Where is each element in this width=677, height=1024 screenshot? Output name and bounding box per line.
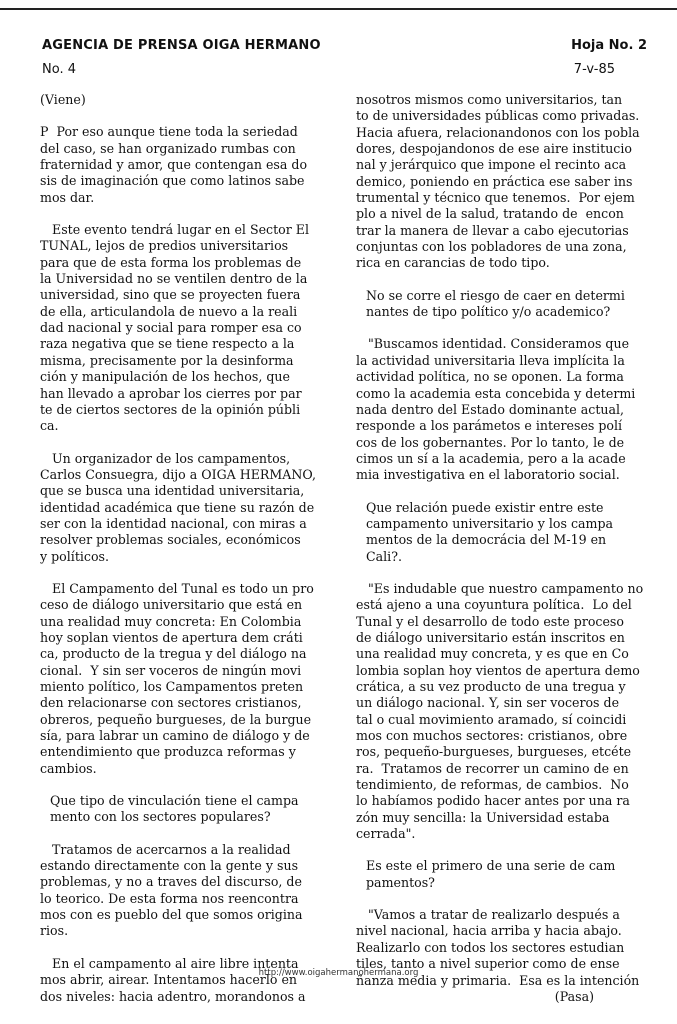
footer-url: http://www.oigahermanohermana.org [258, 968, 419, 978]
paragraph-gap [356, 272, 654, 288]
text-line: nivel nacional, hacia arriba y hacia abajo. [356, 923, 622, 939]
text-line: cos de los gobernantes. Por lo tanto, le de [356, 434, 625, 450]
paragraph [356, 336, 654, 483]
text-line: dos niveles: hacia adentro, morandonos a [40, 988, 306, 1004]
interview-question [356, 858, 654, 891]
text-line: ca, producto de la tregua y del diálogo na [40, 646, 307, 662]
text-line: mento con los sectores populares? [50, 809, 271, 825]
text-line: campamento universitario y los campa [366, 515, 614, 531]
text-line: un diálogo nacional. Y, sin ser voceros de [356, 695, 620, 711]
text-line: plo a nivel de la salud, tratando de encon [356, 206, 624, 222]
paragraph-gap [356, 565, 654, 581]
text-line: responde a los parámetos e intereses polí [356, 418, 623, 434]
paragraph-gap [356, 484, 654, 500]
text-line: la actividad universitaria lleva implícita la [356, 352, 625, 368]
text-line: ción y manipulación de los hechos, que [40, 369, 290, 385]
paragraph [356, 92, 654, 272]
text-line: ra. Tratamos de recorrer un camino de en [356, 760, 629, 776]
text-line: En el campamento al aire libre intenta [40, 955, 299, 971]
text-line: resolver problemas sociales, económicos [40, 532, 301, 548]
text-line: fraternidad y amor, que contengan esa do [40, 157, 308, 173]
text-line: actividad política, no se oponen. La forma [356, 369, 624, 385]
text-line: Este evento tendrá lugar en el Sector El [40, 222, 309, 238]
paragraph [356, 581, 654, 843]
text-line: mos abrir, airear. Intentamos hacerlo en [40, 972, 298, 988]
text-line: No se corre el riesgo de caer en determi [366, 287, 625, 303]
text-line: mos con es pueblo del que somos origina [40, 907, 303, 923]
paragraph-gap [40, 826, 330, 842]
agency-title: AGENCIA DE PRENSA OIGA HERMANO [42, 38, 321, 53]
text-line: "Vamos a tratar de realizarlo después a [356, 907, 620, 923]
text-line: nal y jerárquico que impone el recinto aca [356, 157, 627, 173]
right-column [356, 92, 654, 1005]
text-line: mos con muchos sectores: cristianos, obre [356, 728, 628, 744]
text-line: Hacia afuera, relacionandonos con los pobla [356, 124, 640, 140]
paragraph [40, 92, 330, 108]
text-line: rica en carancias de todo tipo. [356, 255, 550, 271]
continued-marker: (Pasa) [554, 988, 594, 1004]
text-line: como la academia esta concebida y determi [356, 385, 636, 401]
text-line: crática, a su vez producto de una tregua y [356, 679, 626, 694]
text-line: entendimiento que produzca reformas y [40, 744, 296, 760]
text-line: pamentos? [366, 874, 435, 890]
text-line: han llevado a aprobar los cierres por par [40, 385, 302, 401]
text-line: la Universidad no se ventilen dentro de la [40, 271, 308, 287]
text-line: una realidad muy concreta: En Colombia [40, 613, 302, 629]
paragraph-gap [40, 435, 330, 451]
left-column [40, 92, 330, 1005]
text-line: ros, pequeño-burgueses, burgueses, etcéte [356, 744, 632, 760]
text-line: una realidad muy concreta, y es que en Co [356, 646, 629, 662]
text-line: identidad académica que tiene su razón de [40, 499, 315, 515]
text-line: obreros, pequeño burgueses, de la burgue [40, 711, 312, 727]
text-line: trar la manera de llevar a cabo ejecutorias [356, 222, 629, 238]
text-line: estando directamente con la gente y sus [40, 858, 299, 874]
text-line: Realizarlo con todos los sectores estudian [356, 939, 625, 955]
text-line: nosotros mismos como universitarios, tan [356, 92, 623, 107]
issue-date: 7-v-85 [573, 62, 615, 77]
text-line: lo habíamos podido hacer antes por una ra [356, 793, 630, 809]
interview-question [356, 500, 654, 565]
text-line: sis de imaginación que como latinos sabe [40, 173, 305, 189]
text-line: está ajeno a una coyuntura política. Lo del [356, 597, 632, 613]
text-line: trumental y técnico que tenemos. Por ejem [356, 190, 635, 206]
text-line: Tunal y el desarrollo de todo este proceso [356, 613, 624, 629]
text-line: Un organizador de los campamentos, [40, 450, 291, 466]
paragraph-gap [356, 891, 654, 907]
text-line: nada dentro del Estado dominante actual, [356, 401, 625, 417]
paragraph [40, 222, 330, 434]
text-line: tiles, tanto a nivel superior como de ense [356, 956, 620, 972]
text-line: "Es indudable que nuestro campamento no [356, 580, 644, 596]
text-line: universidad, sino que se proyecten fuera [40, 287, 301, 303]
text-line: para que de esta forma los problemas de [40, 254, 302, 270]
text-line: Es este el primero de una serie de cam [366, 858, 616, 874]
paragraph [40, 451, 330, 565]
sheet-number: Hoja No. 2 [571, 38, 647, 53]
interview-question [40, 793, 330, 826]
text-line: (Viene) [40, 92, 86, 107]
text-line: rios. [40, 923, 69, 939]
text-line: hoy soplan vientos de apertura dem cráti [40, 629, 303, 645]
text-line: Que relación puede existir entre este [366, 499, 604, 515]
text-line: mos dar. [40, 189, 95, 205]
text-line: zón muy sencilla: la Universidad estaba [356, 809, 610, 825]
text-line: tal o cual movimiento aramado, sí coincidi [356, 711, 627, 727]
text-line: cambios. [40, 760, 97, 776]
text-line: ser con la identidad nacional, con miras a [40, 515, 307, 531]
text-line: mia investigativa en el laboratorio social. [356, 467, 620, 483]
text-line: ceso de diálogo universitario que está en [40, 597, 303, 613]
text-line: P Por eso aunque tiene toda la seriedad [40, 124, 298, 140]
interview-question [356, 288, 654, 321]
text-line: nantes de tipo político y/o academico? [366, 304, 611, 320]
text-line: TUNAL, lejos de predios universitarios [40, 238, 289, 254]
text-line: miento político, los Campamentos preten [40, 679, 304, 694]
text-line: conjuntas con los pobladores de una zona, [356, 239, 627, 255]
paragraph-gap [40, 777, 330, 793]
paragraph [40, 842, 330, 940]
text-line: dad nacional y social para romper esa co [40, 320, 302, 336]
text-line: Cali?. [366, 548, 402, 564]
paragraph [40, 581, 330, 777]
text-line: ñanza media y primaria. Esa es la intención [356, 972, 640, 988]
text-line: cional. Y sin ser voceros de ningún movi [40, 662, 302, 678]
text-line: dores, despojandonos de ese aire institucio [356, 141, 632, 157]
text-line: Carlos Consuegra, dijo a OIGA HERMANO, [40, 466, 316, 482]
text-line: mentos de la democrácia del M-19 en [366, 532, 607, 548]
text-line: misma, precisamente por la desinforma [40, 352, 294, 368]
text-line: Que tipo de vinculación tiene el campa [50, 793, 299, 809]
text-line: sía, para labrar un camino de diálogo y de [40, 728, 310, 744]
top-rule [0, 8, 677, 10]
text-line: to de universidades públicas como privadas. [356, 108, 640, 124]
text-line: ca. [40, 418, 59, 434]
paragraph-gap [40, 940, 330, 956]
paragraph-gap [40, 565, 330, 581]
paragraph-gap [356, 320, 654, 336]
paragraph [40, 956, 330, 1005]
text-line: "Buscamos identidad. Consideramos que [356, 336, 630, 352]
paragraph-gap [40, 108, 330, 124]
text-line: den relacionarse con sectores cristianos, [40, 695, 302, 711]
text-line: del caso, se han organizado rumbas con [40, 140, 296, 156]
text-line: lombia soplan hoy vientos de apertura demo [356, 662, 640, 678]
text-line: cimos un sí a la academia, pero a la acade [356, 450, 626, 466]
text-line: y políticos. [40, 548, 110, 564]
text-line: de diálogo universitario están inscritos en [356, 629, 625, 645]
paragraph-gap [40, 206, 330, 222]
text-line: cerrada". [356, 826, 416, 842]
issue-number: No. 4 [42, 62, 76, 77]
text-line: El Campamento del Tunal es todo un pro [40, 580, 314, 596]
text-line: raza negativa que se tiene respecto a la [40, 336, 295, 352]
text-line: Tratamos de acercarnos a la realidad [40, 841, 291, 857]
text-line: te de ciertos sectores de la opinión públi [40, 401, 301, 417]
text-line: tendimiento, de reformas, de cambios. No [356, 777, 629, 793]
paragraph [40, 124, 330, 206]
text-line: demico, poniendo en práctica ese saber ins [356, 173, 633, 189]
text-line: lo teorico. De esta forma nos reencontra [40, 890, 299, 906]
paragraph-gap [356, 842, 654, 858]
text-line: que se busca una identidad universitaria, [40, 483, 305, 499]
text-line: problemas, y no a traves del discurso, de [40, 874, 302, 890]
text-line: de ella, articulandola de nuevo a la reali [40, 303, 298, 319]
